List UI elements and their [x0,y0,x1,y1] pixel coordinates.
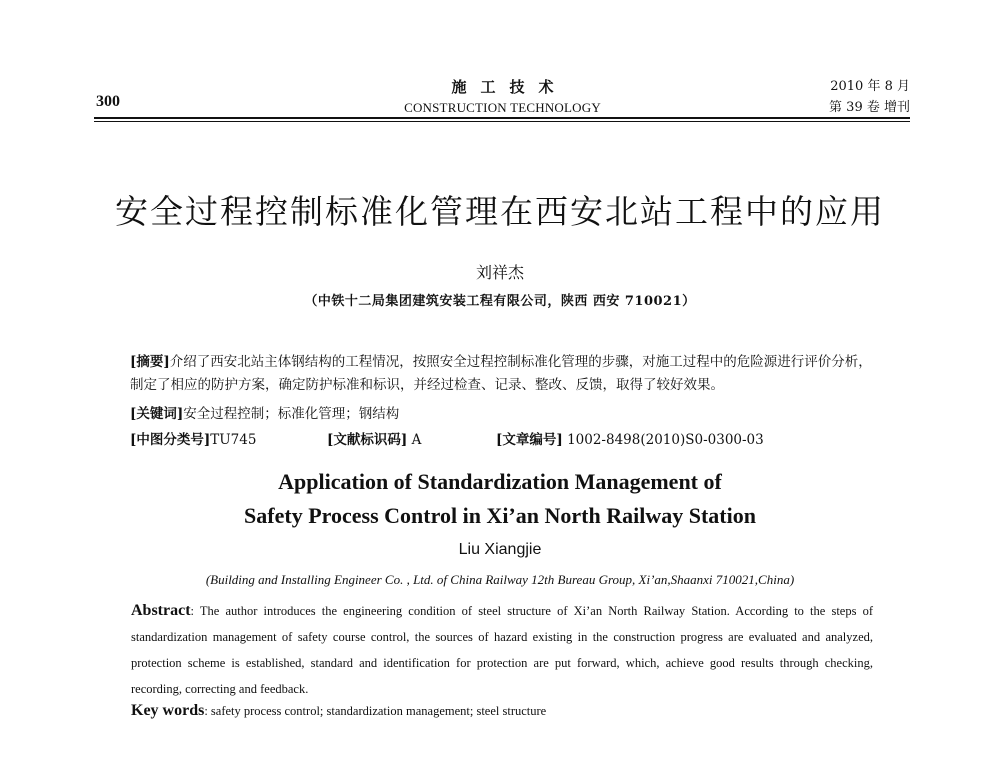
abstract-cn-label: [摘要] [130,354,170,370]
article-number-label: [文章编号] [496,432,563,448]
issue-info [800,76,910,118]
abstract-cn-text: 介绍了西安北站主体钢结构的工程情况，按照安全过程控制标准化管理的步骤，对施工过程中的危险源进行评价分析，制定了相应的防护方案，确定防护标准和标识，并经过检查、记录、整改、反馈，取得了较好效果。 [130,354,872,393]
author-cn: 刘祥杰 [475,263,524,282]
paper-title-en-line2: Safety Process Control in Xi’an North Railway Station [244,503,756,528]
header-rule-thin [94,121,910,122]
keywords-en-text: : safety process control; standardization management; steel structure [204,704,547,718]
paper-title-en [0,465,1000,533]
paper-title-cn: 安全过程控制标准化管理在西安北站工程中的应用 [115,192,885,231]
page-number: 300 [96,93,120,110]
issue-date: 2010 年 8 月 [830,79,910,94]
clc-value: TU745 [210,432,257,448]
abstract-en [131,598,873,702]
abstract-cn [130,351,880,397]
document-code [327,428,421,448]
keywords-en [131,702,546,720]
journal-name-cn: 施工技术 [451,78,568,96]
keywords-en-label: Key words [131,702,205,719]
article-number [496,428,764,448]
clc-label: [中图分类号] [130,432,211,448]
clc-number [130,428,256,448]
journal-header [400,76,605,116]
abstract-en-label: Abstract [131,602,191,619]
keywords-cn [130,403,880,426]
keywords-cn-text: 安全过程控制；标准化管理；钢结构 [183,406,400,422]
affiliation-cn: （中铁十二局集团建筑安装工程有限公司，陕西 西安 710021） [304,294,696,309]
paper-title-en-line1: Application of Standardization Management of [278,469,722,494]
header-rule-thick [94,117,910,119]
affiliation-en: (Building and Installing Engineer Co. , Ltd. of China Railway 12th Bureau Group, Xi’an,Shaanxi 710021,China) [205,572,795,587]
journal-name-en: CONSTRUCTION TECHNOLOGY [404,100,601,115]
doc-code-value: A [407,432,422,448]
doc-code-label: [文献标识码] [327,432,408,448]
keywords-cn-label: [关键词] [130,406,184,422]
article-number-value: 1002-8498(2010)S0-0300-03 [562,432,764,448]
author-en: Liu Xiangjie [458,541,542,558]
issue-volume: 第 39 卷 增刊 [829,100,910,115]
abstract-en-text: : The author introduces the engineering condition of steel structure of Xi’an North Railway Station. According to the steps of standardization management of safety course control, the sources of hazard existing in the construction progress are evaluated and analyzed, protection scheme is established, standard and identification for protection are put forward, which, achieve good results through checking, recording, correcting and feedback. [131,604,873,696]
